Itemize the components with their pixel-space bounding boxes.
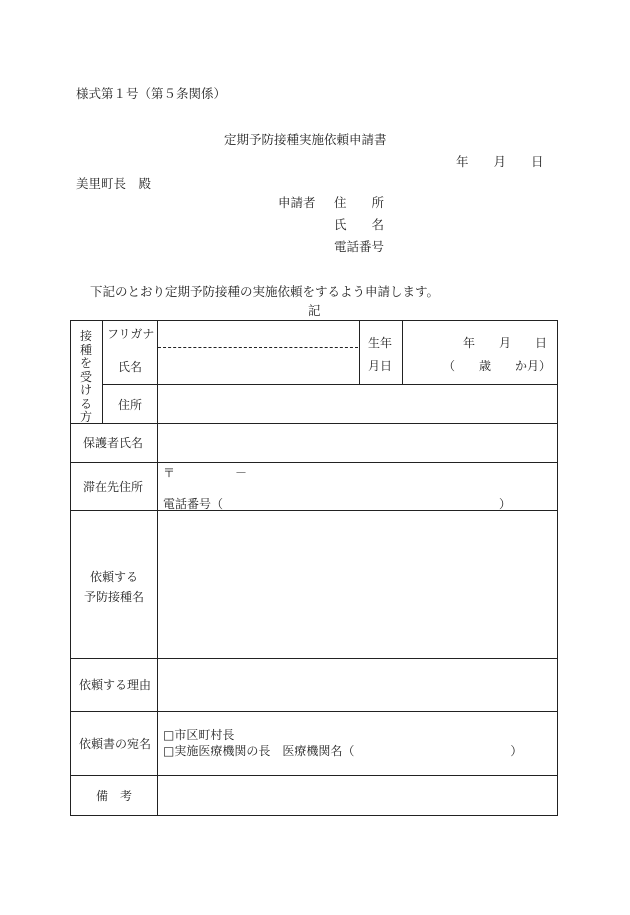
postal-code-field[interactable]: 〒 － [163, 466, 248, 480]
addressee-option-medical-institution[interactable]: □実施医療機関の長 医療機関名（ ） [163, 744, 523, 758]
applicant-label: 申請者 [278, 195, 316, 210]
application-date: 年 月 日 [456, 154, 544, 169]
name-field[interactable] [159, 349, 358, 383]
applicant-address-label: 住 所 [334, 195, 385, 210]
guardian-name-field[interactable] [159, 425, 557, 461]
remarks-label: 備 考 [95, 789, 132, 803]
birth-date-field[interactable]: 年 月 日 [463, 336, 548, 350]
stay-address-label: 滞在先住所 [83, 480, 144, 494]
vaccine-label-line1: 依頼する [89, 570, 138, 584]
addressee-option-municipality[interactable]: □市区町村長 [163, 728, 235, 742]
addressee: 美里町長 殿 [76, 176, 152, 191]
application-form-table [70, 320, 558, 816]
addressee-label: 依頼書の宛名 [79, 737, 152, 751]
vaccine-label-line2: 予防接種名 [83, 590, 144, 604]
age-field[interactable]: （ 歳 か月） [443, 359, 552, 373]
applicant-phone-label: 電話番号 [334, 239, 385, 254]
recipient-group-label: 接種を受ける方 [79, 329, 92, 424]
form-number: 様式第１号（第５条関係） [76, 86, 227, 101]
stay-phone-field[interactable]: 電話番号（ ） [163, 497, 512, 511]
birth-label-top: 生年 [368, 336, 393, 350]
page-title: 定期予防接種実施依頼申請書 [224, 132, 387, 147]
intro-text: 下記のとおり定期予防接種の実施依頼をするよう申請します。 [90, 284, 440, 299]
name-label: 氏名 [118, 360, 143, 374]
furigana-label: フリガナ [107, 327, 155, 341]
furigana-field[interactable] [159, 322, 358, 346]
vaccine-name-field[interactable] [159, 512, 557, 657]
address-label: 住所 [118, 398, 143, 412]
guardian-name-label: 保護者氏名 [83, 436, 144, 450]
address-field[interactable] [159, 386, 557, 422]
ki-heading: 記 [308, 303, 321, 318]
applicant-name-label: 氏 名 [334, 217, 385, 232]
reason-label: 依頼する理由 [79, 678, 152, 692]
remarks-field[interactable] [159, 777, 557, 815]
birth-label-bottom: 月日 [368, 359, 393, 373]
reason-field[interactable] [159, 660, 557, 710]
